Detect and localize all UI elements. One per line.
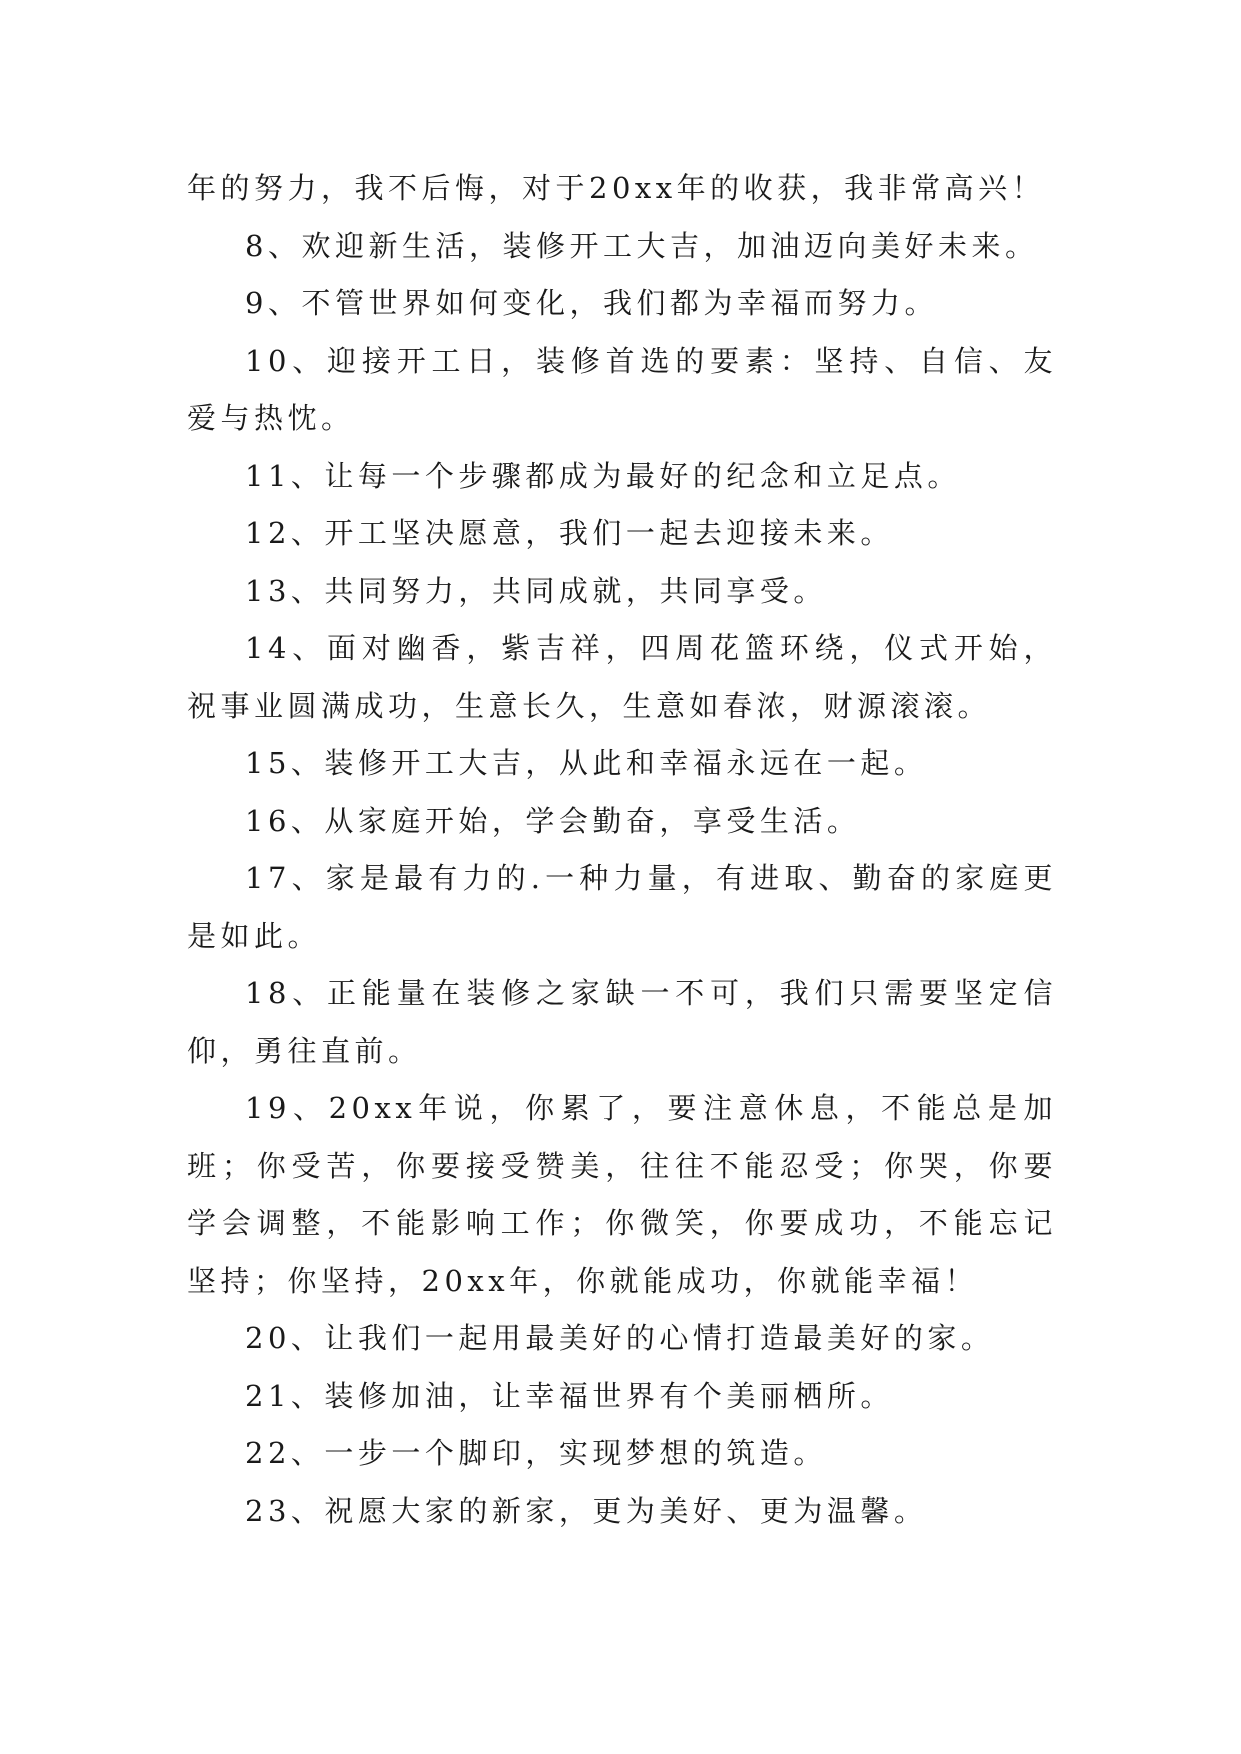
list-item: 16、从家庭开始，学会勤奋，享受生活。 (245, 803, 861, 838)
list-item: 13、共同努力，共同成就，共同享受。 (245, 573, 827, 608)
list-item: 20、让我们一起用最美好的心情打造最美好的家。 (245, 1321, 995, 1355)
list-item: 21、装修加油，让幸福世界有个美丽栖所。 (245, 1378, 894, 1413)
paragraph: 年的努力，我不后悔，对于20xx年的收获，我非常高兴！ (187, 171, 1046, 205)
list-item: 15、装修开工大吉，从此和幸福永远在一起。 (245, 746, 928, 780)
list-item: 18、正能量在装修之家缺一不可，我们只需要坚定信仰，勇往直前。 (187, 976, 1057, 1068)
list-item: 19、20xx年说，你累了，要注意休息，不能总是加班；你受苦，你要接受赞美，往往不能忍受；你哭，你要学会调整，不能影响工作；你微笑，你要成功，不能忘记坚持；你坚持，20xx年，你就能成功，你就能幸福！ (187, 1091, 1057, 1298)
document-body (187, 160, 1057, 1540)
list-item: 23、祝愿大家的新家，更为美好、更为温馨。 (245, 1493, 928, 1528)
list-item: 17、家是最有力的.一种力量，有进取、勤奋的家庭更是如此。 (187, 861, 1057, 953)
list-item: 14、面对幽香，紫吉祥，四周花篮环绕，仪式开始，祝事业圆满成功，生意长久，生意如春浓，财源滚滚。 (187, 631, 1057, 723)
list-item: 8、欢迎新生活，装修开工大吉，加油迈向美好未来。 (245, 228, 1039, 263)
list-item: 11、让每一个步骤都成为最好的纪念和立足点。 (245, 458, 961, 493)
list-item: 10、迎接开工日，装修首选的要素：坚持、自信、友爱与热忱。 (187, 343, 1057, 435)
list-item: 9、不管世界如何变化，我们都为幸福而努力。 (245, 286, 938, 320)
list-item: 22、一步一个脚印，实现梦想的筑造。 (245, 1436, 827, 1470)
list-item: 12、开工坚决愿意，我们一起去迎接未来。 (245, 516, 894, 550)
